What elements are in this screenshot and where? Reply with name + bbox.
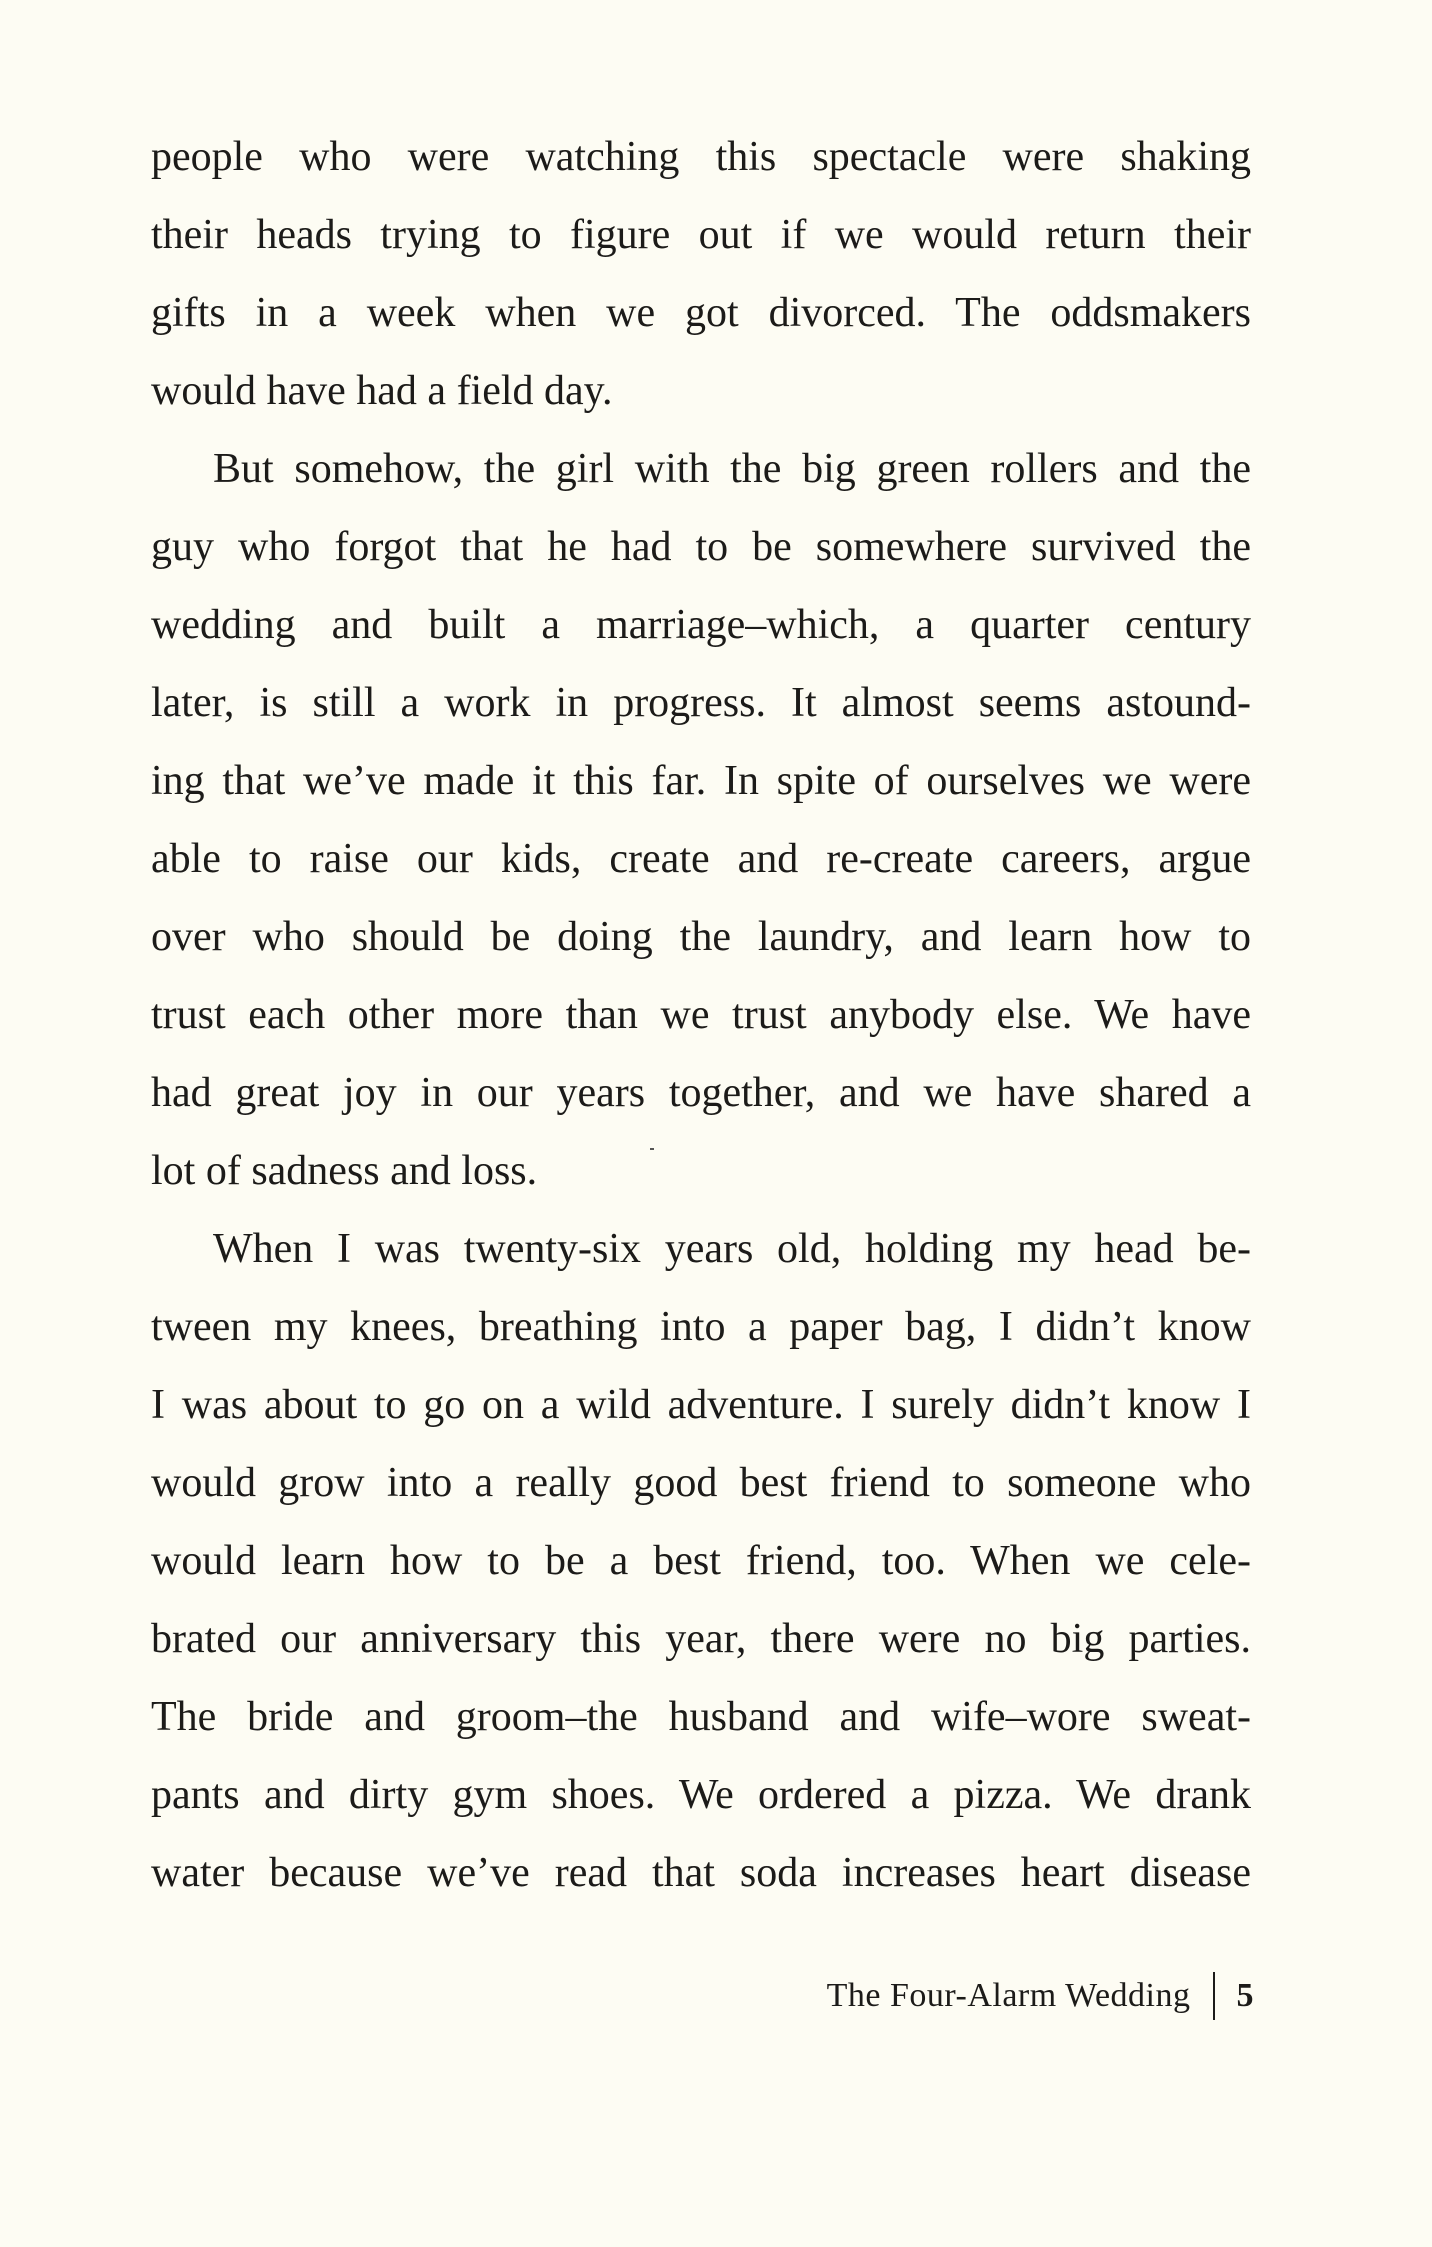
text-line: But somehow, the girl with the big green rollers and the (213, 446, 1251, 492)
text-line: lot of sadness and loss. (151, 1148, 538, 1194)
text-line: water because we’ve read that soda increases heart disease (151, 1850, 1251, 1896)
text-line: had great joy in our years together, and we have shared a (151, 1070, 1251, 1116)
text-line: brated our anniversary this year, there were no big parties. (151, 1616, 1251, 1662)
text-line: their heads trying to figure out if we would return their (151, 212, 1251, 258)
body-text (151, 118, 1251, 1912)
text-line: trust each other more than we trust anybody else. We have (151, 992, 1251, 1038)
text-line: able to raise our kids, create and re-create careers, argue (151, 836, 1251, 882)
text-line: would grow into a really good best friend to someone who (151, 1460, 1251, 1506)
text-line: gifts in a week when we got divorced. The oddsmakers (151, 290, 1251, 336)
text-line: guy who forgot that he had to be somewhere survived the (151, 524, 1251, 570)
text-line: wedding and built a marriage–which, a quarter century (151, 602, 1251, 648)
chapter-title: The Four-Alarm Wedding (826, 1977, 1191, 2014)
text-line: tween my knees, breathing into a paper bag, I didn’t know (151, 1304, 1251, 1350)
text-line: later, is still a work in progress. It almost seems astound- (151, 680, 1251, 726)
footer-divider (1213, 1972, 1215, 2020)
print-speck (650, 1148, 654, 1150)
text-line: pants and dirty gym shoes. We ordered a pizza. We drank (151, 1772, 1251, 1818)
text-line: people who were watching this spectacle were shaking (151, 134, 1251, 180)
text-line: would learn how to be a best friend, too. When we cele- (151, 1538, 1251, 1584)
text-line: would have had a field day. (151, 368, 613, 414)
text-line: The bride and groom–the husband and wife–wore sweat- (151, 1694, 1251, 1740)
running-footer (827, 1972, 1254, 2020)
text-line: I was about to go on a wild adventure. I surely didn’t know I (151, 1382, 1251, 1428)
page-number: 5 (1236, 1977, 1254, 2014)
text-line: When I was twenty-six years old, holding my head be- (213, 1226, 1251, 1272)
text-line: over who should be doing the laundry, and learn how to (151, 914, 1251, 960)
text-line: ing that we’ve made it this far. In spite of ourselves we were (151, 758, 1251, 804)
